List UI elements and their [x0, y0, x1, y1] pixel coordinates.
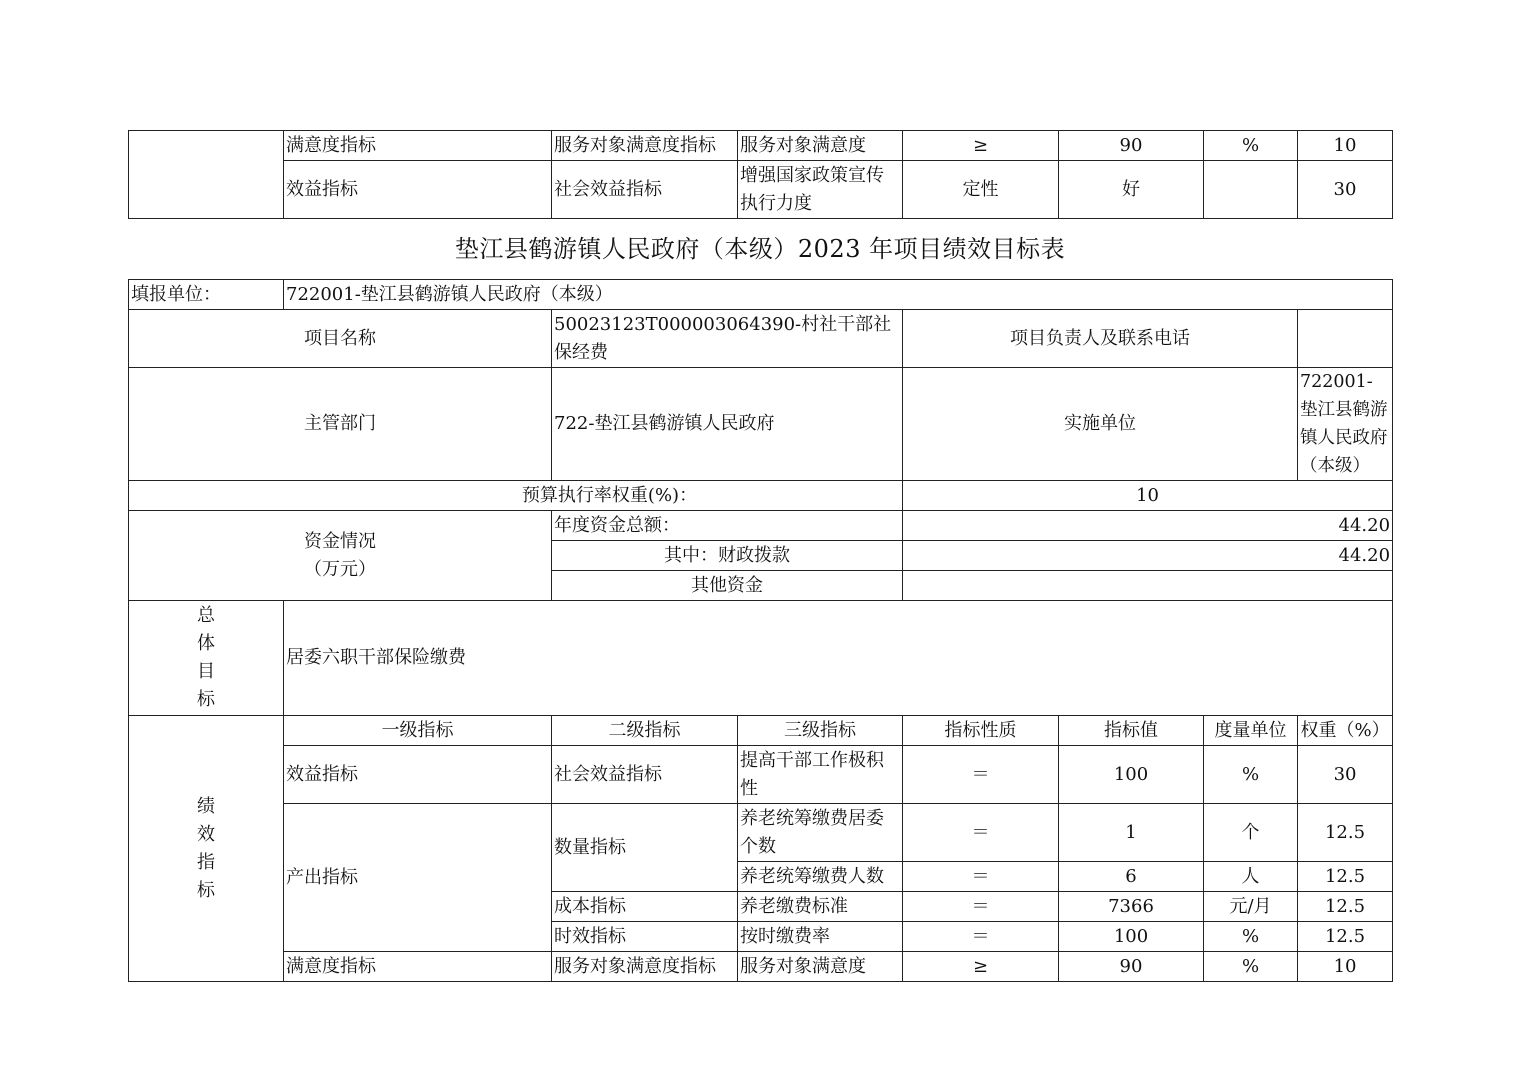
overall-goal-char: 标: [197, 689, 215, 710]
fund-label-line2: （万元）: [304, 558, 376, 580]
value-cell: 好: [1059, 161, 1204, 219]
nature-cell: ＝: [903, 892, 1059, 922]
value-cell: 90: [1059, 952, 1204, 982]
table-row: [129, 746, 1393, 804]
level3-cell: 养老统筹缴费居委个数: [738, 804, 903, 862]
level3-cell: 养老统筹缴费人数: [738, 862, 903, 892]
implementing-unit-value: 722001-垫江县鹤游镇人民政府（本级）: [1298, 368, 1393, 481]
nature-cell: ＝: [903, 862, 1059, 892]
previous-table-continuation: [128, 130, 1393, 219]
unit-cell: %: [1204, 746, 1298, 804]
value-cell: 1: [1059, 804, 1204, 862]
perf-label-char: 效: [197, 823, 215, 845]
budget-rate-label: 预算执行率权重(%)：: [129, 481, 903, 511]
nature-cell: 定性: [903, 161, 1059, 219]
weight-cell: 12.5: [1298, 862, 1393, 892]
header-level1: 一级指标: [284, 716, 552, 746]
header-weight: 权重（%）: [1298, 716, 1393, 746]
weight-cell: 10: [1298, 131, 1393, 161]
department-row: [129, 368, 1393, 481]
fund-total-label: 年度资金总额：: [552, 511, 903, 541]
weight-cell: 30: [1298, 161, 1393, 219]
perf-label-char: 绩: [197, 795, 215, 817]
unit-cell: %: [1204, 922, 1298, 952]
value-cell: 90: [1059, 131, 1204, 161]
level2-cell: 社会效益指标: [552, 161, 738, 219]
table-row: [129, 131, 1393, 161]
unit-cell: 元/月: [1204, 892, 1298, 922]
performance-indicator-label: [129, 716, 284, 982]
level2-cell: 成本指标: [552, 892, 738, 922]
overall-goal-char: 目: [197, 661, 215, 682]
nature-cell: ≥: [903, 131, 1059, 161]
project-name-value: 50023123T000003064390-村社干部社保经费: [552, 310, 903, 368]
unit-cell: %: [1204, 952, 1298, 982]
table-row: [129, 952, 1393, 982]
value-cell: 100: [1059, 922, 1204, 952]
weight-cell: 10: [1298, 952, 1393, 982]
perf-label-char: 标: [197, 879, 215, 901]
level3-cell: 按时缴费率: [738, 922, 903, 952]
department-value: 722-垫江县鹤游镇人民政府: [552, 368, 903, 481]
weight-cell: 12.5: [1298, 892, 1393, 922]
overall-goal-char: 总: [197, 605, 215, 626]
reporting-unit-value: 722001-垫江县鹤游镇人民政府（本级）: [284, 280, 1393, 310]
header-unit: 度量单位: [1204, 716, 1298, 746]
table-row: [129, 161, 1393, 219]
unit-cell: %: [1204, 131, 1298, 161]
level1-cell: 满意度指标: [284, 952, 552, 982]
fund-label-line1: 资金情况: [304, 530, 376, 552]
fund-other-value: [903, 571, 1393, 601]
header-level3: 三级指标: [738, 716, 903, 746]
level2-cell: 时效指标: [552, 922, 738, 952]
nature-cell: ≥: [903, 952, 1059, 982]
value-cell: 6: [1059, 862, 1204, 892]
nature-cell: ＝: [903, 746, 1059, 804]
level1-cell: 产出指标: [284, 804, 552, 952]
fund-total-value: 44.20: [903, 511, 1393, 541]
header-value: 指标值: [1059, 716, 1204, 746]
performance-target-table: [128, 279, 1393, 982]
project-name-row: [129, 310, 1393, 368]
implementing-unit-label: 实施单位: [903, 368, 1298, 481]
overall-goal-char: 体: [197, 633, 215, 654]
fund-fiscal-label: 其中：财政拨款: [552, 541, 903, 571]
empty-cell: [129, 131, 284, 219]
level2-cell: 数量指标: [552, 804, 738, 892]
weight-cell: 30: [1298, 746, 1393, 804]
reporting-unit-row: [129, 280, 1393, 310]
level2-cell: 服务对象满意度指标: [552, 131, 738, 161]
contact-label: 项目负责人及联系电话: [903, 310, 1298, 368]
value-cell: 100: [1059, 746, 1204, 804]
indicator-header-row: [129, 716, 1393, 746]
level3-cell: 提高干部工作极积性: [738, 746, 903, 804]
budget-rate-value: 10: [903, 481, 1393, 511]
unit-cell: [1204, 161, 1298, 219]
unit-cell: 人: [1204, 862, 1298, 892]
project-name-label: 项目名称: [129, 310, 552, 368]
level2-cell: 服务对象满意度指标: [552, 952, 738, 982]
level3-cell: 养老缴费标准: [738, 892, 903, 922]
value-cell: 7366: [1059, 892, 1204, 922]
page-title: 垫江县鹤游镇人民政府（本级）2023 年项目绩效目标表: [454, 235, 1066, 263]
table-row: [129, 804, 1393, 862]
contact-value: [1298, 310, 1393, 368]
department-label: 主管部门: [129, 368, 552, 481]
level3-cell: 增强国家政策宣传执行力度: [738, 161, 903, 219]
header-level2: 二级指标: [552, 716, 738, 746]
perf-label-char: 指: [197, 851, 215, 873]
weight-cell: 12.5: [1298, 804, 1393, 862]
fund-other-label: 其他资金: [552, 571, 903, 601]
level1-cell: 效益指标: [284, 161, 552, 219]
unit-cell: 个: [1204, 804, 1298, 862]
fund-total-row: [129, 511, 1393, 541]
overall-goal-row: [129, 601, 1393, 716]
header-nature: 指标性质: [903, 716, 1059, 746]
level2-cell: 社会效益指标: [552, 746, 738, 804]
overall-goal-value: 居委六职干部保险缴费: [284, 601, 1393, 716]
budget-rate-row: [129, 481, 1393, 511]
nature-cell: ＝: [903, 922, 1059, 952]
overall-goal-label: [129, 601, 284, 716]
level3-cell: 服务对象满意度: [738, 952, 903, 982]
fund-label: [129, 511, 552, 601]
fund-fiscal-value: 44.20: [903, 541, 1393, 571]
nature-cell: ＝: [903, 804, 1059, 862]
level1-cell: 满意度指标: [284, 131, 552, 161]
reporting-unit-label: 填报单位：: [129, 280, 284, 310]
weight-cell: 12.5: [1298, 922, 1393, 952]
level1-cell: 效益指标: [284, 746, 552, 804]
level3-cell: 服务对象满意度: [738, 131, 903, 161]
